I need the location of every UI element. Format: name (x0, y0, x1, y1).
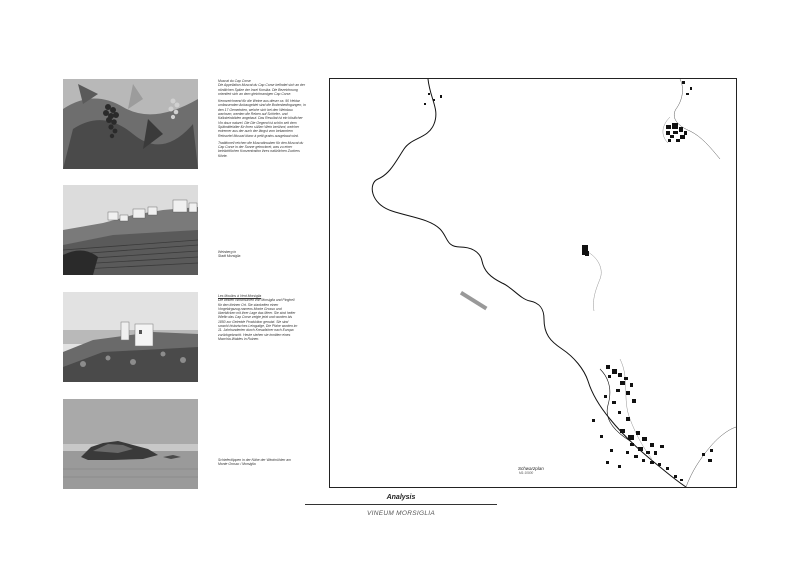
village-north (666, 81, 692, 142)
caption-muscat-intro: Die Appellation Muscat du Cap Corse befindet sich an der nördlichen Spitze der Insel Korsika. Die Bezeichnung orientiert sich an dem gleichnamigen Cap Corse. (218, 83, 305, 96)
caption-cliffs (218, 458, 298, 467)
caption-muscat-tradition: Traditionell reichen die Muscattrauben für den Muscat du Cap Corse in der Sonne getrocknet, was zu einer beträchtlichen Konzentration ihres natürlichen Zuckers führte. (218, 140, 304, 158)
photo-rock-islet (63, 399, 198, 489)
caption-cliffs-body: Schieferklippen in der Nähe der Windmühlen am Monte Grosso / Morsiglia (218, 458, 291, 467)
caption-vineyard-line1: Weinberg in (218, 250, 237, 254)
caption-windmills-heading: Les Moulins à Vent Morsiglia (218, 294, 262, 298)
photo-windmill-coast (63, 292, 198, 382)
photo-vine-grapes (63, 79, 198, 169)
caption-vineyard (218, 250, 306, 259)
schwarzplan-map (329, 78, 737, 488)
title-rule (305, 504, 497, 505)
caption-windmills (218, 294, 298, 341)
caption-windmills-body: Die beiden Windmühlen von Morsiglia und Pinghell für den kleinen Ort. Sie stankeiten einen Vorgebirgszug namens Monte Grosso und überblicken mit ihrer Lage das Meer. Sie sind heiter Wiefin das Cap Corse zeigte jetzt und wurden bis 1850 zur Getreide Produktion genutzt. Sie sind sowohl historisches Leingutige, Die Pfahe wurden im 11. Jahrhunderten durch Kreuzfahrer nach Europa zurückgebracht. Heute stehen sie inmitten eines Macchia-Waldes in Ruinen. (218, 298, 298, 341)
map-scale: M1:10000 (519, 471, 534, 475)
title-block (305, 494, 497, 517)
analysis-heading: Analysis (386, 494, 416, 501)
village-south (592, 365, 713, 481)
coastline (372, 79, 686, 487)
photo-vineyard-village (63, 185, 198, 275)
caption-muscat-soil: Kennzeichnend für die Weine aus dieser ca. 90 Hektar umfassenden Anbaugebiet sind die Bodenbedingungen, in den 17 Gemeinden, welche sich bei den Weinbau wachsen, werden die Reben auf Schiefer- und Kalksteinböden angebaut. Das Resultat ist ein köstlicher Vin doux naturel. Die Die Gegend ist schön seit dem Spätmittelalter für ihren süßen Wein berühmt, welcher extremer aus der auch der längst vom bekanntem Rebsortel Muscat blanc à petit grains ausgebaut wird. (218, 99, 306, 138)
caption-muscat-text (218, 79, 306, 96)
map-label-title: Schwarzplan (518, 466, 544, 471)
map-label (518, 466, 544, 476)
caption-muscat (218, 79, 306, 161)
caption-muscat-heading: Muscat du Cap Corse (218, 79, 251, 83)
pier (460, 291, 488, 310)
caption-vineyard-line2: Stadt Morsiglia (218, 254, 241, 259)
figure-ground-plan (330, 79, 736, 487)
project-title: VINEUM MORSIGLIA (366, 510, 435, 517)
